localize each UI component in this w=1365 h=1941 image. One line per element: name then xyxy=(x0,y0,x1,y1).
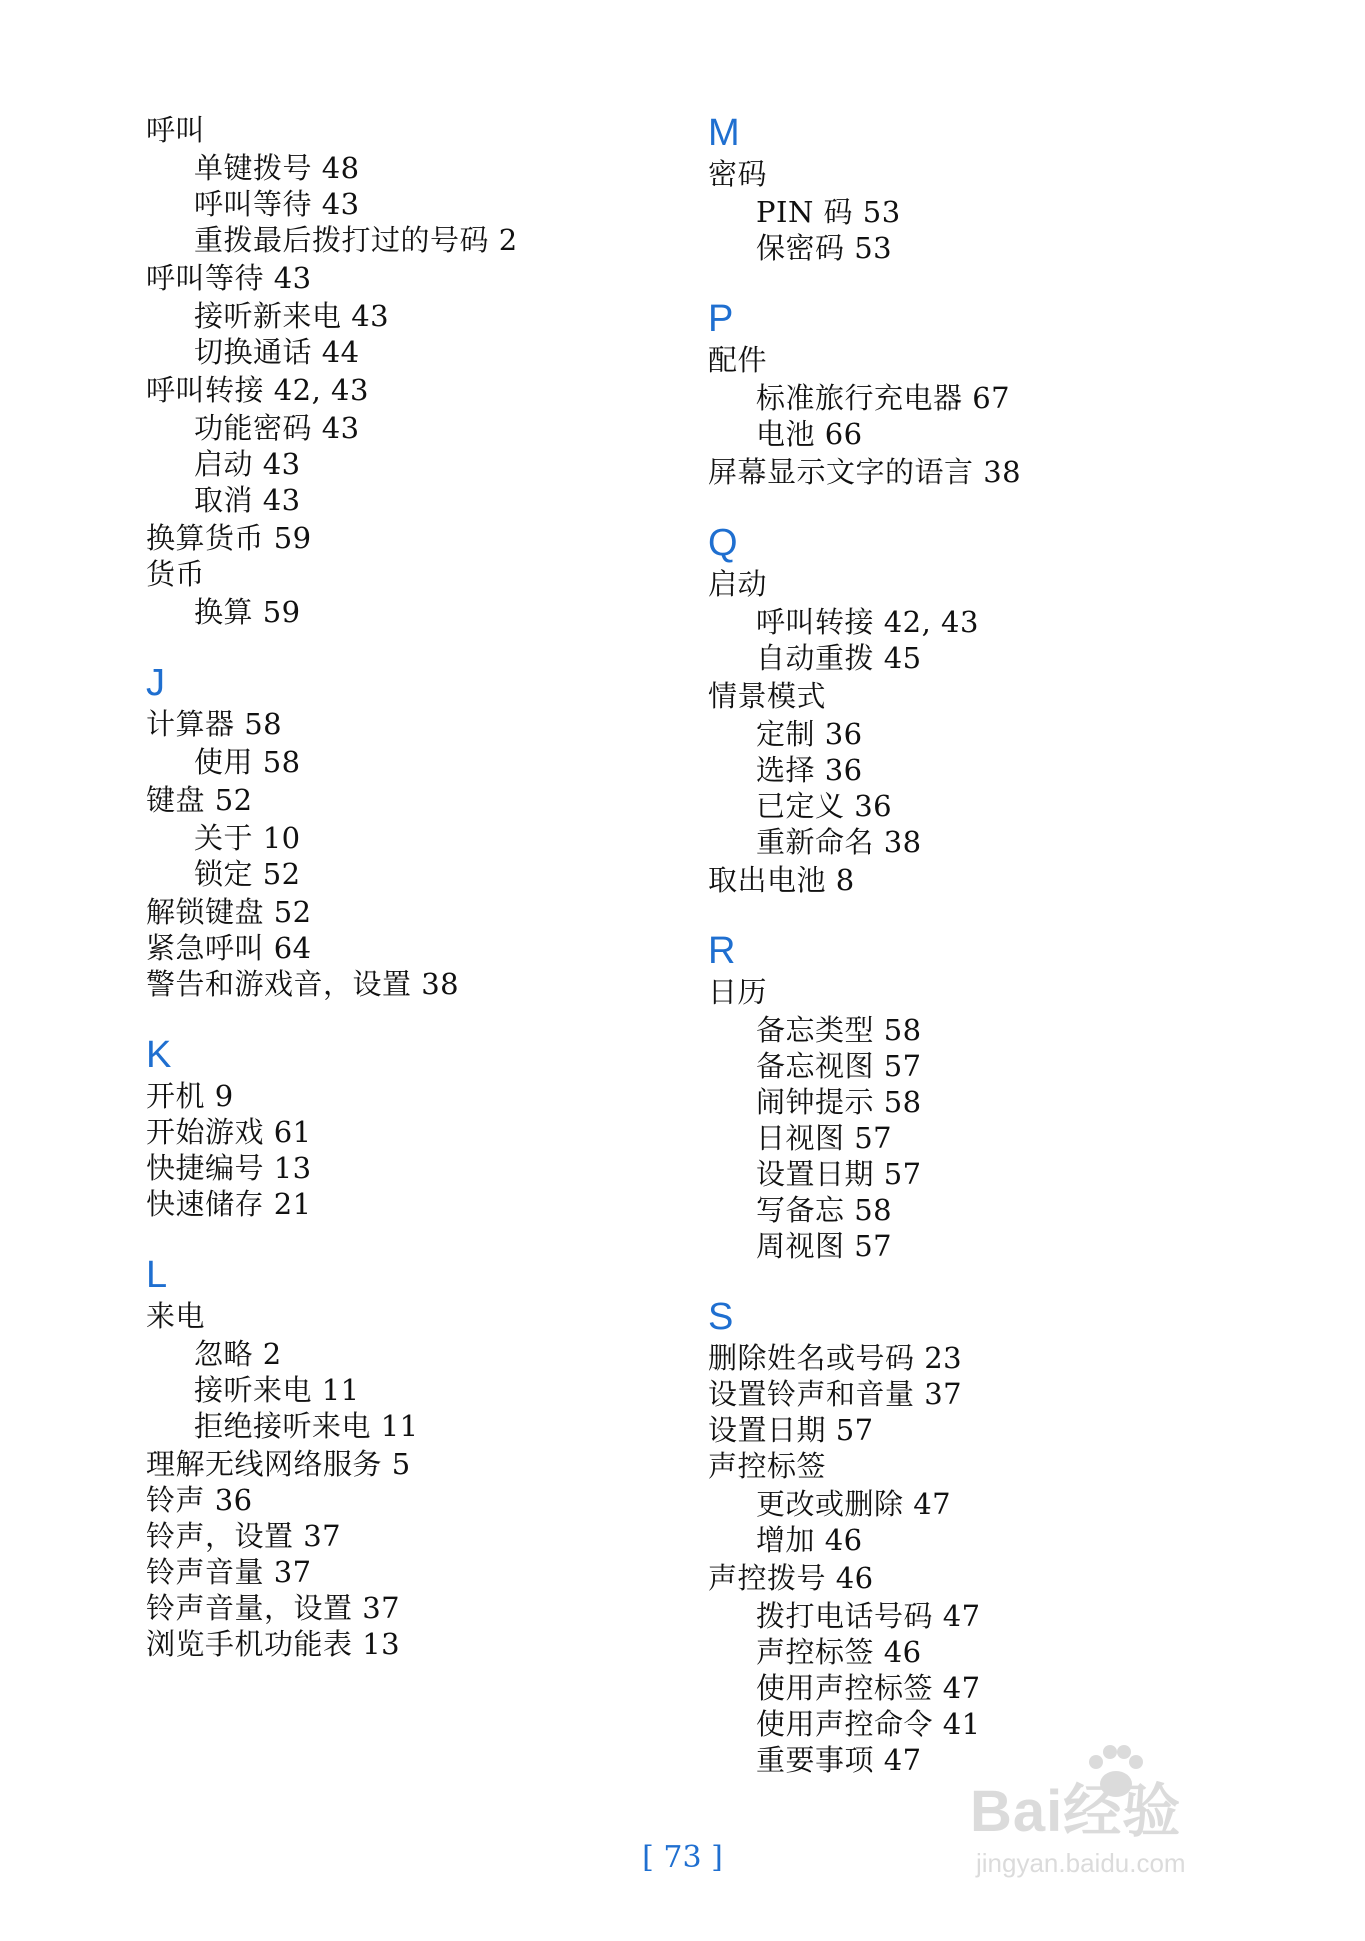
index-sub-entry: 选择 36 xyxy=(756,753,863,787)
index-entry: 铃声，设置 37 xyxy=(146,1519,342,1553)
section-letter: M xyxy=(708,112,740,154)
index-entry: 密码 xyxy=(708,157,768,191)
index-sub-entry: 更改或删除 47 xyxy=(756,1487,952,1521)
sub-entry-list xyxy=(146,744,706,780)
sub-entry-list xyxy=(708,1012,1308,1264)
sub-entry-list xyxy=(146,150,706,258)
index-sub-entry: 保密码 53 xyxy=(756,231,893,265)
section-letter: R xyxy=(708,930,736,972)
index-sub-entry: 单键拨号 48 xyxy=(194,151,360,185)
index-sub-entry: 闹钟提示 58 xyxy=(756,1085,922,1119)
index-sub-entry: 忽略 2 xyxy=(194,1337,282,1371)
index-entry: 警告和游戏音，设置 38 xyxy=(146,967,460,1001)
index-sub-entry: 声控标签 46 xyxy=(756,1635,922,1669)
index-section xyxy=(708,522,1308,898)
index-sub-entry: 日视图 57 xyxy=(756,1121,893,1155)
index-entry: 呼叫等待 43 xyxy=(146,261,312,295)
index-entry: 配件 xyxy=(708,343,768,377)
index-entry: 货币 xyxy=(146,557,206,591)
index-sub-entry: 设置日期 57 xyxy=(756,1157,922,1191)
paw-icon xyxy=(1080,1740,1150,1810)
index-sub-entry: 写备忘 58 xyxy=(756,1193,893,1227)
baidu-watermark xyxy=(970,1740,1290,1890)
sub-entry-list xyxy=(708,194,1308,266)
index-section xyxy=(708,112,1308,266)
index-sub-entry: 启动 43 xyxy=(194,447,301,481)
index-sub-entry: 周视图 57 xyxy=(756,1229,893,1263)
index-column-right xyxy=(708,112,1308,1810)
index-entry: 声控标签 xyxy=(708,1449,827,1483)
index-sub-entry: 锁定 52 xyxy=(194,857,301,891)
index-entry: 屏幕显示文字的语言 38 xyxy=(708,455,1022,489)
page-number: [ 73 ] xyxy=(642,1840,723,1875)
sub-entry-list xyxy=(146,594,706,630)
index-sub-entry: 接听来电 11 xyxy=(194,1373,360,1407)
index-entry: 快捷编号 13 xyxy=(146,1151,312,1185)
index-sub-entry: 换算 59 xyxy=(194,595,301,629)
index-entry: 计算器 58 xyxy=(146,707,283,741)
index-entry: 删除姓名或号码 23 xyxy=(708,1341,963,1375)
index-column-left xyxy=(146,112,706,1694)
index-sub-entry: 重新命名 38 xyxy=(756,825,922,859)
index-sub-entry: 自动重拨 45 xyxy=(756,641,922,675)
sub-entry-list xyxy=(708,716,1308,860)
index-entry: 紧急呼叫 64 xyxy=(146,931,312,965)
index-sub-entry: 使用声控命令 41 xyxy=(756,1707,981,1741)
sub-entry-list xyxy=(708,1486,1308,1558)
index-sub-entry: 定制 36 xyxy=(756,717,863,751)
index-sub-entry: 拨打电话号码 47 xyxy=(756,1599,981,1633)
index-sub-entry: 电池 66 xyxy=(756,417,863,451)
section-letter: P xyxy=(708,298,734,340)
index-entry: 声控拨号 46 xyxy=(708,1561,874,1595)
index-entry: 换算货币 59 xyxy=(146,521,312,555)
index-section xyxy=(708,298,1308,490)
index-entry: 解锁键盘 52 xyxy=(146,895,312,929)
index-sub-entry: 呼叫等待 43 xyxy=(194,187,360,221)
watermark-brand: Bai经验 xyxy=(970,1779,1182,1844)
index-entry: 开始游戏 61 xyxy=(146,1115,312,1149)
index-sub-entry: 取消 43 xyxy=(194,483,301,517)
index-section xyxy=(146,1254,706,1662)
index-entry: 设置日期 57 xyxy=(708,1413,874,1447)
index-sub-entry: 使用声控标签 47 xyxy=(756,1671,981,1705)
index-section xyxy=(146,1034,706,1222)
index-section xyxy=(708,1296,1308,1778)
sub-entry-list xyxy=(708,380,1308,452)
index-sub-entry: PIN 码 53 xyxy=(756,195,901,229)
section-letter: K xyxy=(146,1034,172,1076)
index-entry: 铃声音量，设置 37 xyxy=(146,1591,401,1625)
index-entry: 设置铃声和音量 37 xyxy=(708,1377,963,1411)
index-entry: 呼叫 xyxy=(146,113,206,147)
watermark-url: jingyan.baidu.com xyxy=(976,1848,1186,1878)
index-entry: 浏览手机功能表 13 xyxy=(146,1627,401,1661)
index-sub-entry: 标准旅行充电器 67 xyxy=(756,381,1011,415)
index-sub-entry: 备忘类型 58 xyxy=(756,1013,922,1047)
index-entry: 键盘 52 xyxy=(146,783,253,817)
index-section xyxy=(146,112,706,630)
index-section xyxy=(146,662,706,1002)
section-letter: Q xyxy=(708,522,738,564)
index-section xyxy=(708,930,1308,1264)
sub-entry-list xyxy=(146,298,706,370)
section-letter: S xyxy=(708,1296,734,1338)
index-sub-entry: 已定义 36 xyxy=(756,789,893,823)
index-sub-entry: 呼叫转接 42, 43 xyxy=(756,605,979,639)
sub-entry-list xyxy=(146,410,706,518)
index-entry: 日历 xyxy=(708,975,768,1009)
index-entry: 来电 xyxy=(146,1299,206,1333)
index-entry: 开机 9 xyxy=(146,1079,234,1113)
index-sub-entry: 拒绝接听来电 11 xyxy=(194,1409,419,1443)
index-entry: 理解无线网络服务 5 xyxy=(146,1447,411,1481)
index-entry: 启动 xyxy=(708,567,768,601)
index-entry: 呼叫转接 42, 43 xyxy=(146,373,369,407)
index-entry: 取出电池 8 xyxy=(708,863,855,897)
index-entry: 快速储存 21 xyxy=(146,1187,312,1221)
sub-entry-list xyxy=(146,1336,706,1444)
index-entry: 铃声音量 37 xyxy=(146,1555,312,1589)
index-sub-entry: 关于 10 xyxy=(194,821,301,855)
section-letter: J xyxy=(146,662,165,704)
index-sub-entry: 重要事项 47 xyxy=(756,1743,922,1777)
index-sub-entry: 使用 58 xyxy=(194,745,301,779)
index-sub-entry: 功能密码 43 xyxy=(194,411,360,445)
index-sub-entry: 接听新来电 43 xyxy=(194,299,390,333)
index-sub-entry: 切换通话 44 xyxy=(194,335,360,369)
index-entry: 铃声 36 xyxy=(146,1483,253,1517)
sub-entry-list xyxy=(708,604,1308,676)
index-entry: 情景模式 xyxy=(708,679,827,713)
index-sub-entry: 重拨最后拨打过的号码 2 xyxy=(194,223,518,257)
section-letter: L xyxy=(146,1254,168,1296)
index-sub-entry: 备忘视图 57 xyxy=(756,1049,922,1083)
sub-entry-list xyxy=(146,820,706,892)
index-sub-entry: 增加 46 xyxy=(756,1523,863,1557)
